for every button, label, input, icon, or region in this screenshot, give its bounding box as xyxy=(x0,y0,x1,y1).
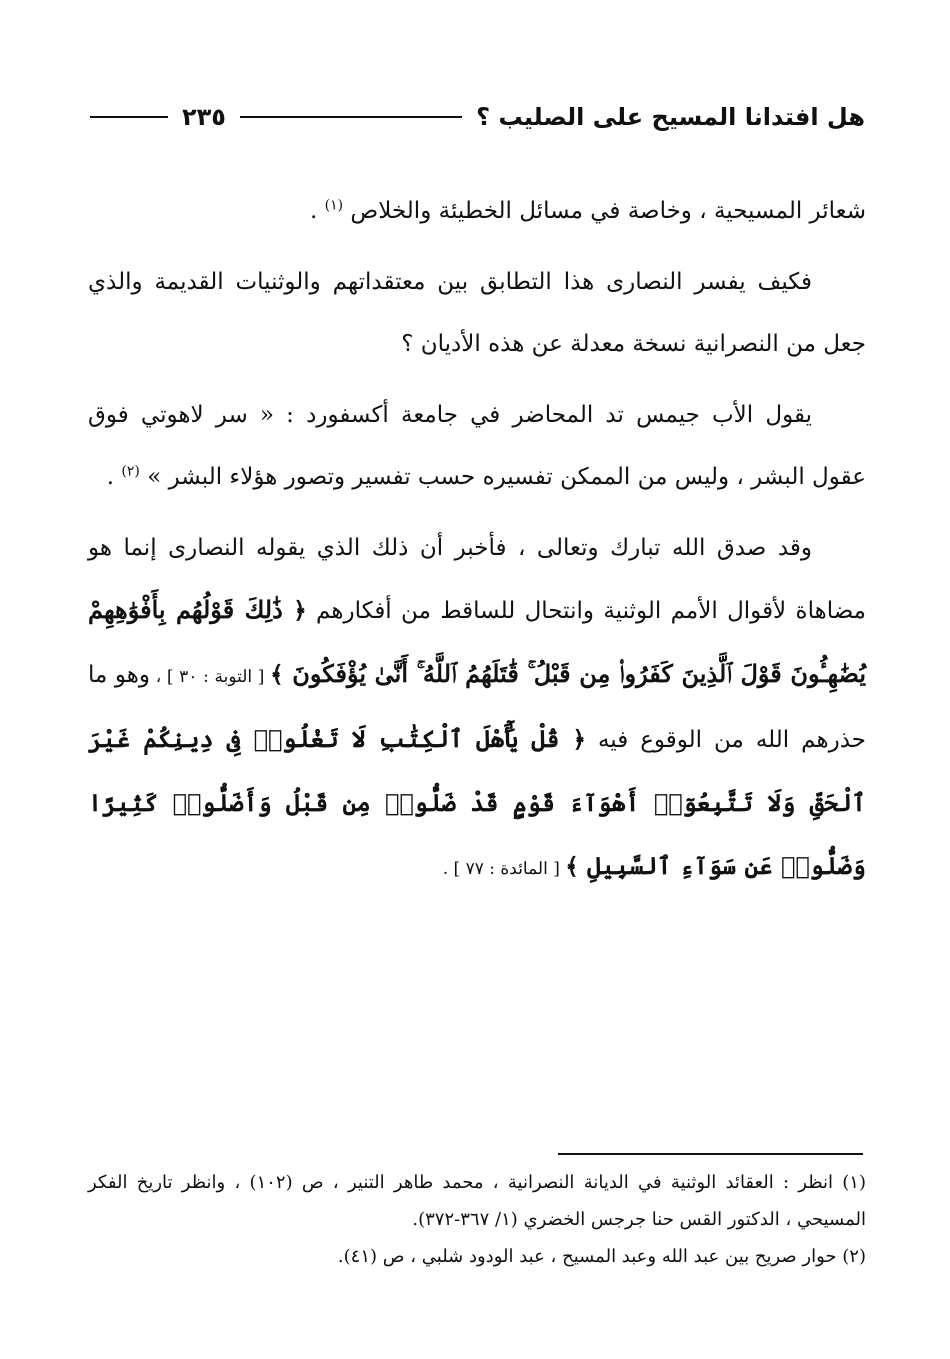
paragraph-2: فكيف يفسر النصارى هذا التطابق بين معتقداتهم والوثنيات القديمة والذي جعل من النصرانية نسخة معدلة عن هذه الأديان ؟ xyxy=(88,268,866,357)
chapter-title: هل افتدانا المسيح على الصليب ؟ xyxy=(476,103,865,131)
quran-verse-tawbah-30: ذَٰلِكَ قَوْلُهُم بِأَفْوَٰهِهِمْ يُضَٰهِـُٔونَ قَوْلَ ٱلَّذِينَ كَفَرُوا۟ مِن قَبْلُ ۚ قَٰتَلَهُمُ ٱللَّهُ ۚ أَنَّىٰ يُؤْفَكُونَ xyxy=(88,595,867,688)
verse-reference-1: [ التوبة : ٣٠ ] ، xyxy=(150,666,271,687)
footnote-separator xyxy=(558,1153,863,1155)
quran-verse-maidah-77: قُلْ يَٰٓأَهْلَ ٱلْكِتَٰبِ لَا تَغْلُوا۟ فِى دِينِكُمْ غَيْرَ ٱلْحَقِّ وَلَا تَتَّبِعُوٓا۟ أَهْوَآءَ قَوْمٍ قَدْ ضَلُّوا۟ مِن قَبْلُ وَأَضَلُّوا۟ كَثِيرًا وَضَلُّوا۟ عَن سَوَآءِ ٱلسَّبِيلِ xyxy=(88,724,866,880)
footnotes xyxy=(88,1164,866,1275)
footnote-2: (٢) حوار صريح بين عبد الله وعبد المسيح ، عبد الودود شلبي ، ص (٤١). xyxy=(337,1246,866,1267)
page-number: ٢٣٥ xyxy=(182,103,226,131)
body-text xyxy=(88,180,866,901)
paragraph-4: وقد صدق الله تبارك وتعالى ، فأخبر أن ذلك الذي يقوله النصارى إنما هو مضاهاة لأقوال الأمم الوثنية وانتحال للساقط من أفكارهم ﴿ ذَٰلِكَ قَوْلُهُم بِأَفْوَٰهِهِمْ يُضَٰهِـُٔونَ قَوْلَ ٱلَّذِينَ كَفَرُوا۟ مِن قَبْلُ ۚ قَٰتَلَهُمُ ٱللَّهُ ۚ أَنَّىٰ يُؤْفَكُونَ ﴾ [ التوبة : ٣٠ ] ، وهو ما حذرهم الله من الوقوع فيه ﴿ قُلْ يَٰٓأَهْلَ ٱلْكِتَٰبِ لَا تَغْلُوا۟ فِى دِينِكُمْ غَيْرَ ٱلْحَقِّ وَلَا تَتَّبِعُوٓا۟ أَهْوَآءَ قَوْمٍ قَدْ ضَلُّوا۟ مِن قَبْلُ وَأَضَلُّوا۟ كَثِيرًا وَضَلُّوا۟ عَن سَوَآءِ ٱلسَّبِيلِ ﴾ [ المائدة : ٧٧ ] . xyxy=(88,534,867,880)
running-header xyxy=(90,94,865,140)
footnote-1: (١) انظر : العقائد الوثنية في الديانة النصرانية ، محمد طاهر التنير ، ص (١٠٢) ، وانظر تاريخ الفكر المسيحي ، الدكتور القس حنا جرجس الخضري (١/ ٣٦٧-٣٧٢). xyxy=(88,1172,866,1230)
verse-reference-2: [ المائدة : ٧٧ ] . xyxy=(442,859,566,879)
footnote-marker-2: (٢) xyxy=(121,463,140,480)
paragraph-1: شعائر المسيحية ، وخاصة في مسائل الخطيئة والخلاص $^{(١)}$ . xyxy=(310,197,866,224)
quran-close-bracket-2: ﴾ xyxy=(565,853,579,880)
header-rule xyxy=(240,116,462,118)
paragraph-3: يقول الأب جيمس تد المحاضر في جامعة أكسفورد : « سر لاهوتي فوق عقول البشر ، وليس من الممكن تفسيره حسب تفسير وتصور هؤلاء البشر » $^{(٢)}$ . xyxy=(88,401,866,490)
quran-close-bracket: ﴾ xyxy=(270,660,284,688)
header-rule-end xyxy=(90,116,168,118)
quran-open-bracket: ﴿ xyxy=(293,597,307,624)
footnote-marker-1: (١) xyxy=(324,197,344,214)
quran-open-bracket-2: ﴿ xyxy=(572,726,586,753)
